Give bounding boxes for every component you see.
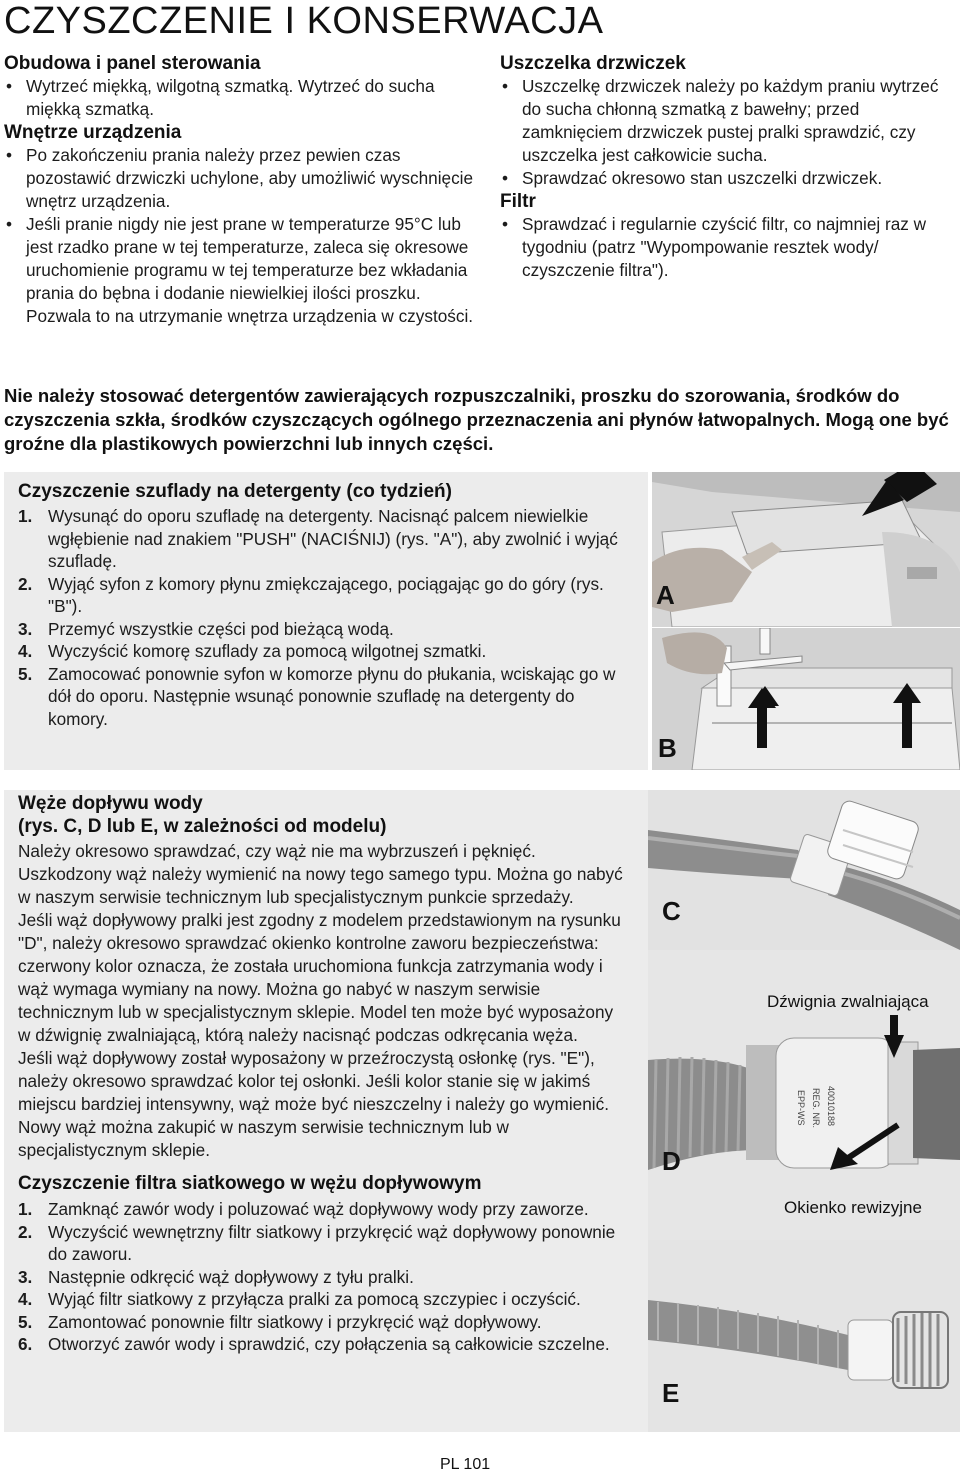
figure-e-label: E <box>662 1378 680 1408</box>
list-item: 4. Wyczyścić komorę szuflady za pomocą wilgotnej szmatki. <box>18 641 487 661</box>
mesh-filter-steps <box>18 1198 628 1356</box>
valve-marking-2: REG. NR. <box>811 1088 821 1129</box>
siphon-illustration <box>652 628 960 770</box>
door-seal-bullets <box>500 75 945 190</box>
figure-c-label: C <box>662 896 681 926</box>
housing-bullets <box>4 75 474 121</box>
list-item: • Po zakończeniu prania należy przez pewien czas pozostawić drzwiczki uchylone, aby umożliwić wyschnięcie wnętrz urządzenia. <box>4 144 474 213</box>
filter-heading: Filtr <box>500 191 536 212</box>
interior-heading: Wnętrze urządzenia <box>4 122 182 143</box>
figure-a-photo <box>652 472 960 627</box>
list-item: • Wytrzeć miękką, wilgotną szmatką. Wytrzeć do sucha miękką szmatką. <box>4 75 474 121</box>
hoses-paragraph: Jeśli wąż dopływowy pralki jest zgodny z modelem przedstawionym na rysunku "D", należy okresowo sprawdzać okienko kontrolne zaworu bezpieczeństwa: czerwony kolor oznacza, że została uruchomiona funkcja zatrzymania wody i wąż wymaga wymiany na nowy. Można go nabyć w naszym serwisie technicznym lub w specjalistycznym sklepie. Model ten może być wyposażony w dźwignię zwalniającą, którą należy nacisnąć podczas odkręcania węża. <box>18 910 621 1045</box>
list-item: • Sprawdzać okresowo stan uszczelki drzwiczek. <box>500 167 945 190</box>
list-item: 5. Zamocować ponownie syfon w komorze płynu do płukania, wciskając go w dół do oporu. Następnie wsunąć ponownie szufladę na detergenty do komory. <box>18 663 616 729</box>
hoses-heading-line1: Węże dopływu wody <box>18 793 203 814</box>
hoses-section <box>18 792 628 1356</box>
list-item: 1. Zamknąć zawór wody i poluzować wąż dopływowy wody przy zaworze. <box>18 1199 589 1219</box>
figure-e-photo <box>648 1240 960 1432</box>
valve-marking-3: 40010188 <box>826 1086 836 1127</box>
hoses-heading-line2: (rys. C, D lub E, w zależności od modelu) <box>18 816 387 837</box>
list-item: • Jeśli pranie nigdy nie jest prane w temperaturze 95°C lub jest rzadko prane w tej temperaturze, zaleca się okresowe uruchomienie programu w tej temperaturze bez wkładania prania do bębna i dodanie niewielkiej ilości proszku. Pozwala to na utrzymanie wnętrza urządzenia w czystości. <box>4 213 474 328</box>
filter-bullets <box>500 213 945 282</box>
drawer-heading: Czyszczenie szuflady na detergenty (co tydzień) <box>18 481 452 502</box>
figure-b-label: B <box>658 733 677 763</box>
housing-heading: Obudowa i panel sterowania <box>4 53 261 74</box>
list-item: 2. Wyczyścić wewnętrzny filtr siatkowy i przykręcić wąż dopływowy ponownie do zaworu. <box>18 1221 616 1264</box>
list-item: 3. Następnie odkręcić wąż dopływowy z tyłu pralki. <box>18 1266 414 1287</box>
list-item: 2. Wyjąć syfon z komory płynu zmiękczającego, pociągając go do góry (rys. "B"). <box>18 573 604 616</box>
list-item: 6. Otworzyć zawór wody i sprawdzić, czy połączenia są całkowicie szczelne. <box>18 1334 610 1354</box>
list-item: 3. Przemyć wszystkie części pod bieżącą wodą. <box>18 618 394 639</box>
mesh-filter-heading: Czyszczenie filtra siatkowego w wężu dopływowym <box>18 1173 482 1194</box>
drawer-illustration <box>652 472 960 627</box>
drawer-section <box>18 480 628 730</box>
hoses-paragraph: Należy okresowo sprawdzać, czy wąż nie ma wybrzuszeń i pęknięć. Uszkodzony wąż należy wymienić na nowy tego samego typu. Można go nabyć w naszym serwisie technicznym lub specjalistycznym punkcie sprzedaży. <box>18 841 623 907</box>
list-item: • Sprawdzać i regularnie czyścić filtr, co najmniej raz w tygodniu (patrz "Wypompowanie resztek wody/ czyszczenie filtra"). <box>500 213 945 282</box>
hose-e-illustration <box>648 1240 960 1432</box>
hose-c-illustration <box>648 790 960 950</box>
drawer-steps <box>18 505 628 730</box>
figure-d-label: D <box>662 1146 681 1176</box>
warning-text: Nie należy stosować detergentów zawierających rozpuszczalniki, proszku do szorowania, środków do czyszczenia szkła, środków czyszczących ogólnego przeznaczenia ani płynów łatwopalnych. Mogą one być groźne dla plastikowych powierzchni lub innych części. <box>4 385 949 454</box>
figure-c-photo <box>648 790 960 950</box>
valve-marking-1: EPP-WS <box>796 1090 806 1126</box>
figure-b-photo <box>652 628 960 770</box>
list-item: 5. Zamontować ponownie filtr siatkowy i przykręcić wąż dopływowy. <box>18 1311 542 1332</box>
release-lever-caption: Dźwignia zwalniająca <box>767 992 929 1011</box>
list-item: 4. Wyjąć filtr siatkowy z przyłącza pralki za pomocą szczypiec i oczyścić. <box>18 1289 581 1309</box>
inspection-window-caption: Okienko rewizyjne <box>784 1198 922 1217</box>
housing-section <box>4 52 474 328</box>
page-title: CZYSZCZENIE I KONSERWACJA <box>4 0 604 42</box>
page-number: PL 101 <box>440 1456 491 1473</box>
interior-bullets <box>4 144 474 328</box>
hoses-paragraph: Jeśli wąż dopływowy został wyposażony w przeźroczystą osłonkę (rys. "E"), należy okresowo sprawdzać kolor tej osłonki. Jeśli kolor stanie się w jakimś miejscu bardziej intensywny, wąż może być nieszczelny i należy go wymienić. Nowy wąż można zakupić w naszym serwisie technicznym lub w specjalistycznym sklepie. <box>18 1048 609 1160</box>
list-item: 1. Wysunąć do oporu szufladę na detergenty. Nacisnąć palcem niewielkie wgłębienie nad znakiem "PUSH" (NACIŚNIJ) (rys. "A"), aby zwolnić i wyjąć szufladę. <box>18 506 618 571</box>
door-seal-heading: Uszczelka drzwiczek <box>500 53 686 74</box>
figure-a-label: A <box>656 580 675 610</box>
door-seal-section <box>500 52 945 282</box>
list-item: • Uszczelkę drzwiczek należy po każdym praniu wytrzeć do sucha chłonną szmatką z bawełny; przed zamknięciem drzwiczek pustej pralki sprawdzić, czy uszczelka jest całkowicie sucha. <box>500 75 945 167</box>
